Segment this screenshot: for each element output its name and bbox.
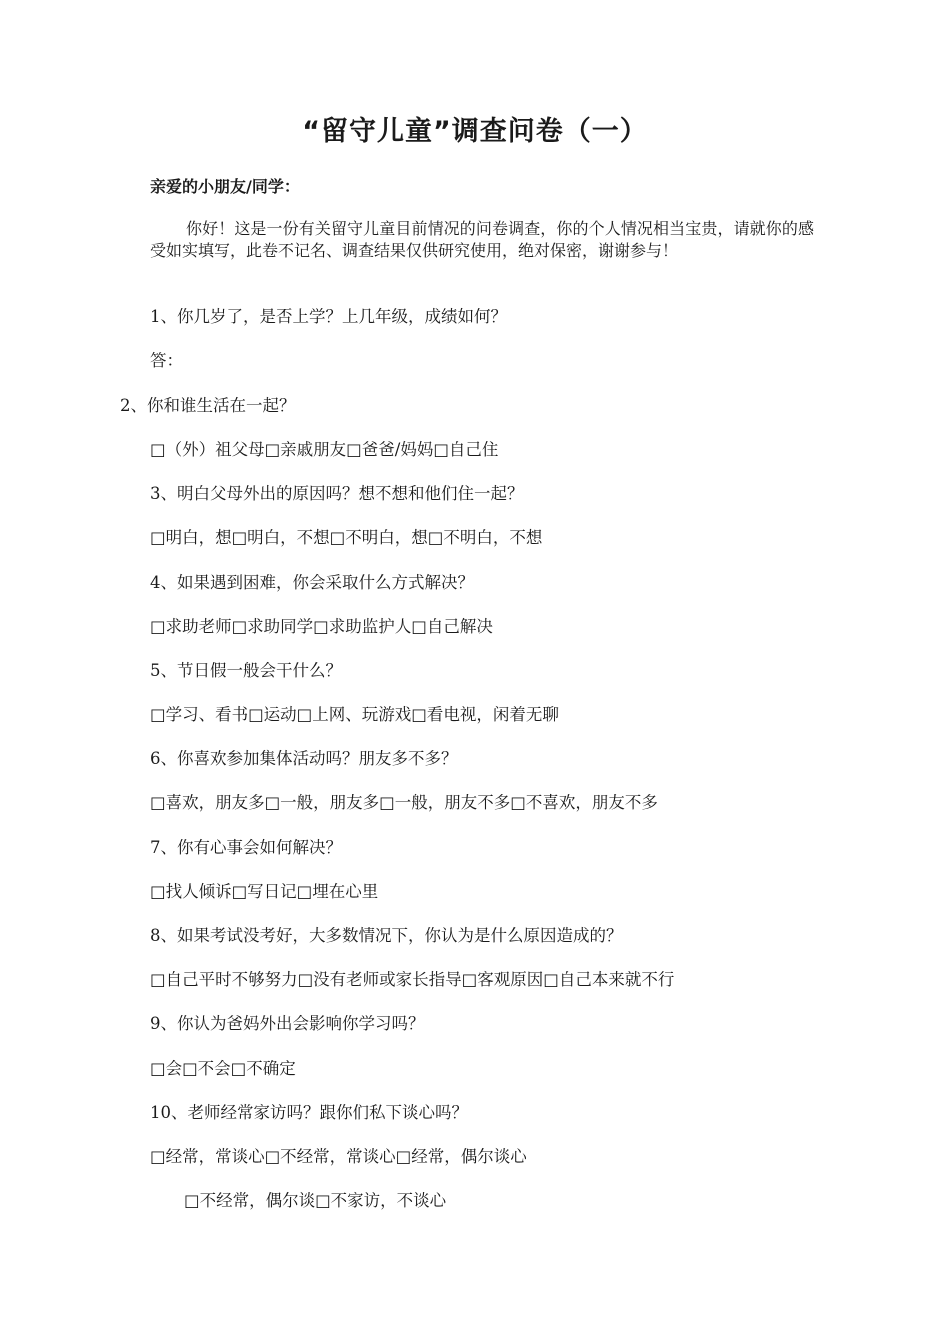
question-2: 2、你和谁生活在一起？ bbox=[120, 396, 296, 415]
options-3: □明白，想□明白，不想□不明白，想□不明白，不想 bbox=[150, 528, 543, 547]
question-5: 5、节日假一般会干什么？ bbox=[150, 661, 342, 680]
options-7: □找人倾诉□写日记□埋在心里 bbox=[150, 882, 379, 901]
intro-paragraph: 你好！这是一份有关留守儿童目前情况的问卷调查，你的个人情况相当宝贵，请就你的感受如实填写，此卷不记名、调查结果仅供研究使用，绝对保密，谢谢参与！ bbox=[150, 219, 814, 260]
question-4: 4、如果遇到困难，你会采取什么方式解决？ bbox=[150, 573, 474, 592]
question-9: 9、你认为爸妈外出会影响你学习吗？ bbox=[150, 1014, 425, 1033]
question-1: 1、你几岁了，是否上学？上几年级，成绩如何？ bbox=[150, 307, 507, 326]
options-10-row-1: □经常，常谈心□不经常，常谈心□经常，偶尔谈心 bbox=[150, 1147, 527, 1166]
question-3: 3、明白父母外出的原因吗？想不想和他们住一起？ bbox=[150, 484, 524, 503]
options-10-row-2: □不经常，偶尔谈□不家访，不谈心 bbox=[184, 1191, 447, 1210]
options-9: □会□不会□不确定 bbox=[150, 1059, 296, 1078]
question-8: 8、如果考试没考好，大多数情况下，你认为是什么原因造成的？ bbox=[150, 926, 623, 945]
options-6: □喜欢，朋友多□一般，朋友多□一般，朋友不多□不喜欢，朋友不多 bbox=[150, 793, 658, 812]
question-7: 7、你有心事会如何解决？ bbox=[150, 838, 342, 857]
options-5: □学习、看书□运动□上网、玩游戏□看电视，闲着无聊 bbox=[150, 705, 559, 724]
question-6: 6、你喜欢参加集体活动吗？朋友多不多？ bbox=[150, 749, 458, 768]
options-2: □（外）祖父母□亲戚朋友□爸爸/妈妈□自己住 bbox=[150, 440, 499, 459]
options-8: □自己平时不够努力□没有老师或家长指导□客观原因□自己本来就不行 bbox=[150, 970, 675, 989]
question-10: 10、老师经常家访吗？跟你们私下谈心吗？ bbox=[150, 1103, 468, 1122]
answer-label: 答： bbox=[150, 351, 183, 370]
options-4: □求助老师□求助同学□求助监护人□自己解决 bbox=[150, 617, 493, 636]
greeting: 亲爱的小朋友/同学： bbox=[150, 177, 300, 196]
document-title: “留守儿童”调查问卷（一） bbox=[302, 116, 648, 147]
